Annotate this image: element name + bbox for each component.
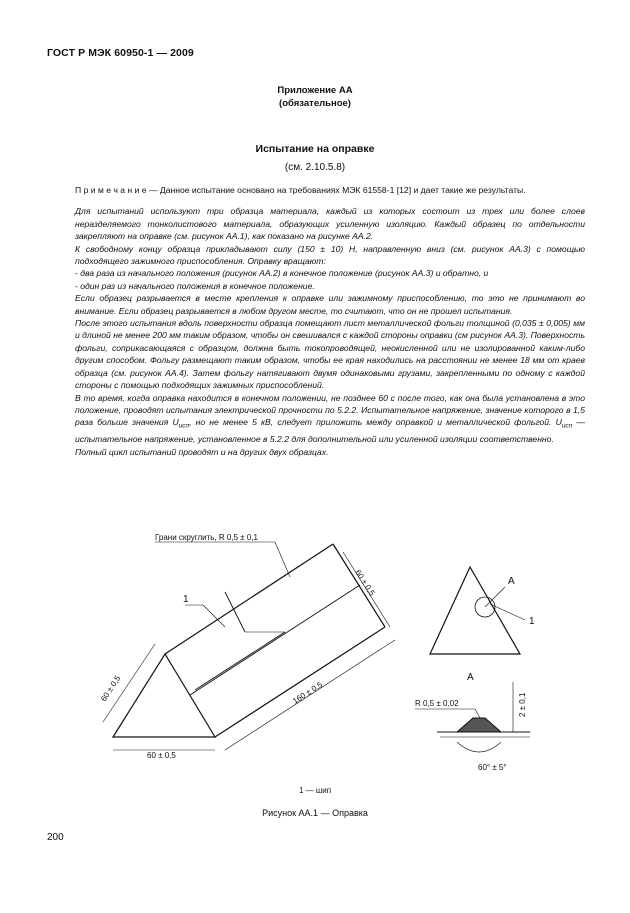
mandrel-drawing xyxy=(113,544,385,737)
section-detail xyxy=(415,682,530,752)
radius-arrow xyxy=(475,709,480,718)
figure-caption: Рисунок АА.1 — Оправка xyxy=(262,808,368,818)
note-text: — Данное испытание основано на требованиях МЭК 61558-1 [12] и дает такие же результаты. xyxy=(146,185,526,195)
list-item-2: - один раз из начального положения в конечное положение. xyxy=(75,280,315,291)
view-arrow xyxy=(485,587,505,607)
page-number: 200 xyxy=(47,832,64,843)
symbol-sub-2: исп xyxy=(561,423,573,431)
dim-left: 60 ± 0,5 xyxy=(99,673,123,704)
dim-radius: R 0,5 ± 0,02 xyxy=(415,699,459,708)
front-triangle xyxy=(113,654,215,737)
dim-bottom: 60 ± 0,5 xyxy=(147,751,176,760)
mandrel-figure xyxy=(85,532,555,782)
side-triangle xyxy=(430,567,520,654)
view-label: A xyxy=(508,576,515,587)
paragraph-voltage xyxy=(75,392,585,446)
note-paragraph xyxy=(75,184,585,196)
angle-arc xyxy=(457,742,501,752)
voltage-text-1: В то время, когда оправка находится в конечном положении, не позднее 60 с после того, как она была установлена в это положение, проводят испытания электрической прочности по 5.2.2. Испытательное напряжение, значение которого в 1,5 раза больше значения xyxy=(75,392,585,428)
paragraph-cycle: Полный цикл испытаний проводят и на других двух образцах. xyxy=(75,446,329,457)
edge-label-arrow xyxy=(275,542,290,577)
paragraph-samples: Для испытаний используют три образца материала, каждый из которых состоит из трех или более слоев неразделяемого тонколистового материала, образующих усиленную изоляцию. Каждый образец по отдельности закрепляют на оправке (см. рисунок АА.1), как показано на рисунке АА.2. xyxy=(75,206,585,242)
section-label: A xyxy=(467,672,474,683)
dim-length: 160 ± 0,5 xyxy=(291,679,325,706)
standard-header: ГОСТ Р МЭК 60950-1 — 2009 xyxy=(47,47,194,59)
section-spike xyxy=(457,718,501,732)
section-reference: (см. 2.10.5.8) xyxy=(284,162,346,173)
callout-1-arrow xyxy=(203,605,225,627)
callout-1: 1 xyxy=(183,594,189,605)
symbol-u: U xyxy=(172,417,179,428)
inner-line-1 xyxy=(195,632,285,690)
inner-line-2 xyxy=(225,592,245,632)
annex-title: Приложение АА xyxy=(277,85,353,96)
annex-status: (обязательное) xyxy=(279,98,351,109)
symbol-sub: исп xyxy=(178,423,190,431)
voltage-text-3: — испытательное напряжение, установленное в 5.2.2 для дополнительной или усиленной изоляции соответственно. xyxy=(75,417,586,445)
dim-top: 60 ± 0,5 xyxy=(353,568,377,598)
paragraph-foil: После этого испытания вдоль поверхности образца помещают лист металлической фольги толщиной (0,035 ± 0,005) мм и длиной не менее 200 мм таким образом, чтобы он свешивался с каждой стороны оправки (см рисунок АА.3). Поверхность фольги, соприкасающаяся с образцом, должна быть токопроводящей, неокисленной или не изолированной каким-либо другим способом. Фольгу размещают таким образом, чтобы ее края находились на расстоянии не менее 18 мм от краев образца (см. рисунок АА.4). Затем фольгу натягивают двумя одинаковыми грузами, закрепленными по одному с каждой стороны с помощью подходящих зажимных приспособлений. xyxy=(75,318,585,391)
callout-1b: 1 xyxy=(529,616,535,627)
dim-angle: 60° ± 5° xyxy=(478,763,507,772)
top-edge xyxy=(165,544,333,654)
body-text xyxy=(75,184,585,458)
edge-label: Грани скруглить, R 0,5 ± 0,1 xyxy=(155,533,258,542)
paragraph-break: Если образец разрывается в месте крепления к оправке или зажимному приспособлению, то это не принимают во внимание. Если образец разрывается в любом другом месте, то считают, что он не прошел испытания. xyxy=(75,293,585,316)
bottom-edge xyxy=(215,627,385,737)
voltage-text-2: , но не менее 5 кВ, следует приложить между оправкой и металлической фольгой. xyxy=(189,417,556,428)
middle-ridge xyxy=(190,585,360,695)
dim-height: 2 ± 0,1 xyxy=(518,692,527,717)
paragraph-force: К свободному концу образца прикладывают силу (150 ± 10) Н, направленную вниз (см. рисунок АА.3) с помощью подходящего зажимного приспособления. Оправку вращают: xyxy=(75,243,585,267)
figure-legend: 1 — шип xyxy=(298,786,332,795)
symbol-u-2: U xyxy=(555,417,562,428)
side-labels xyxy=(467,576,535,683)
figure-labels xyxy=(99,533,377,760)
list-item-1: - два раза из начального положения (рисунок АА.2) в конечное положение (рисунок АА.3) и обратно, и xyxy=(75,268,489,279)
note-label: П р и м е ч а н и е xyxy=(75,185,147,195)
section-title: Испытание на оправке xyxy=(255,143,375,155)
